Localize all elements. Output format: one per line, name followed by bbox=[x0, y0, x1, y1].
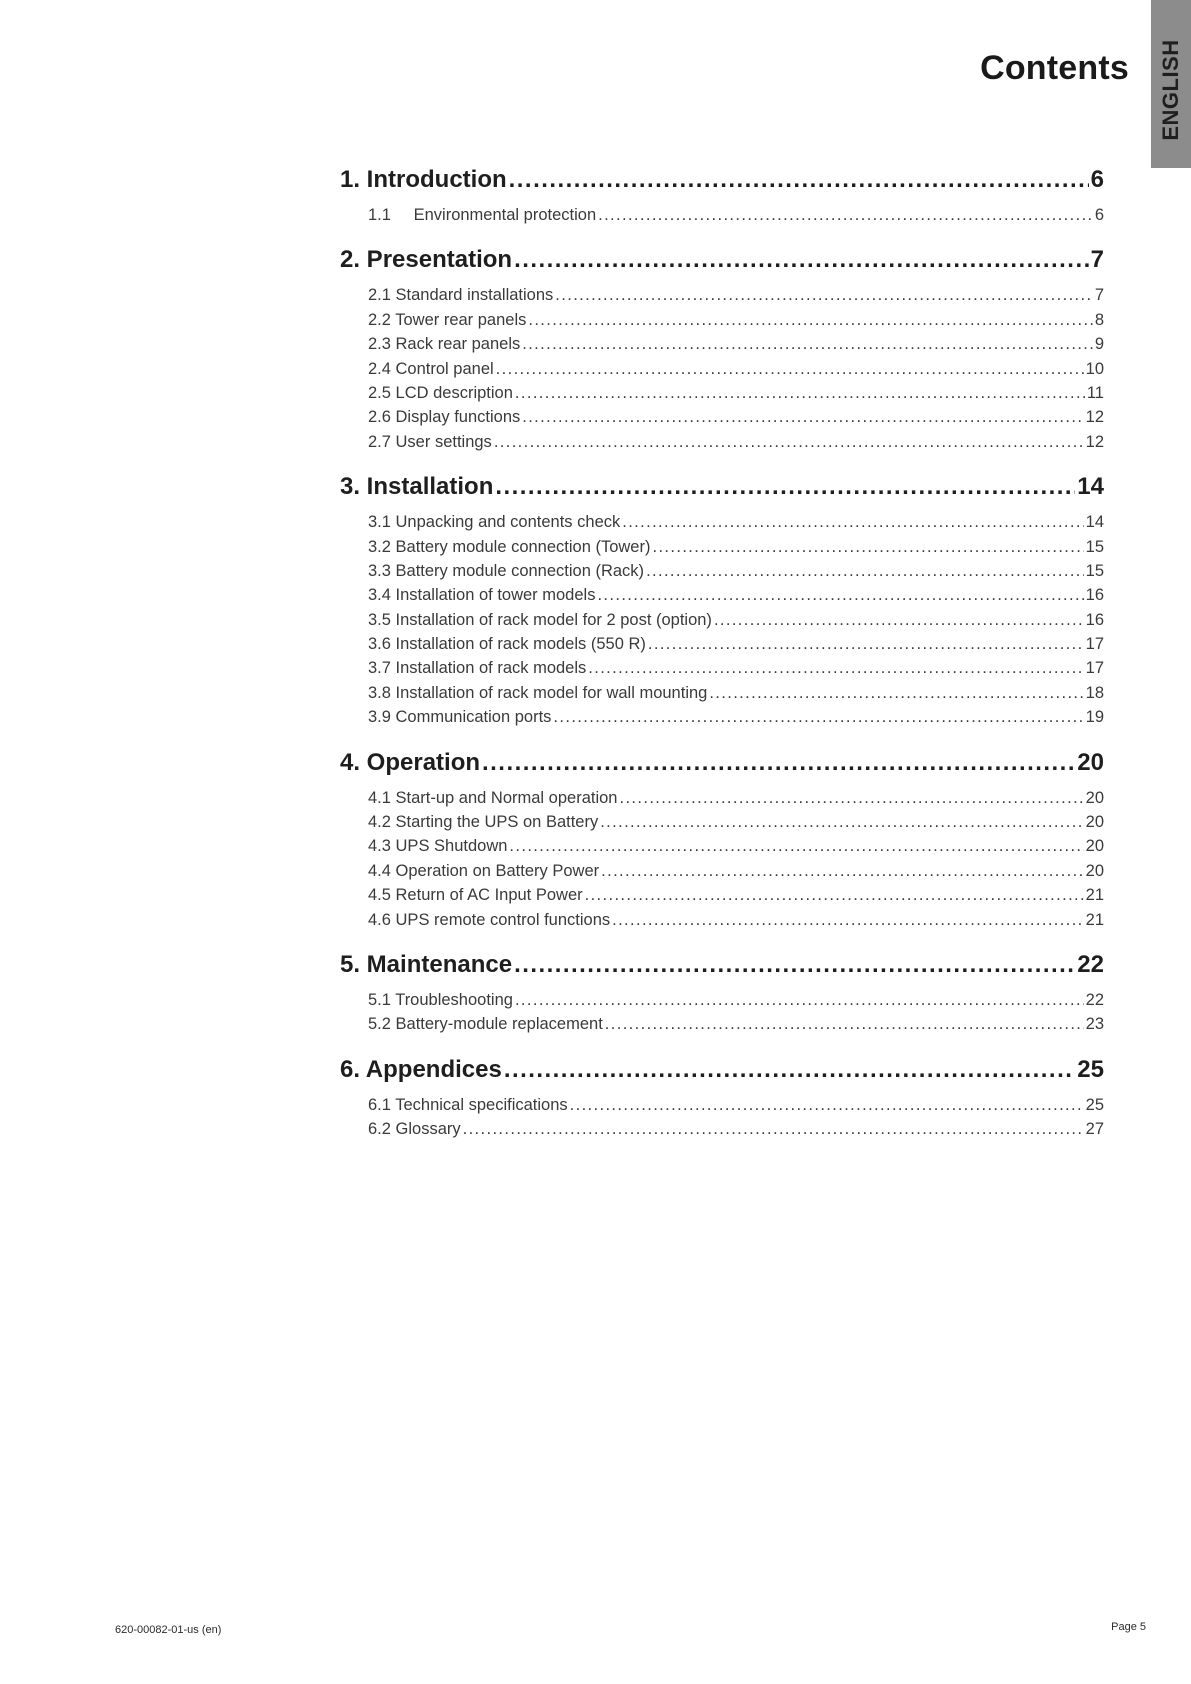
toc-entry-page: 6 bbox=[1094, 206, 1104, 224]
toc-entry-page: 20 bbox=[1085, 837, 1104, 856]
dot-leader bbox=[482, 749, 1075, 777]
dot-leader bbox=[570, 1096, 1084, 1115]
toc-heading-title: 3. Installation bbox=[340, 473, 494, 501]
toc-entry[interactable] bbox=[368, 586, 1104, 610]
language-tab bbox=[1151, 0, 1191, 168]
dot-leader bbox=[463, 1120, 1084, 1139]
dot-leader bbox=[605, 1015, 1084, 1034]
dot-leader bbox=[528, 311, 1092, 330]
toc-heading-page: 20 bbox=[1077, 748, 1104, 776]
toc-entry-page: 12 bbox=[1085, 432, 1104, 451]
toc-section-introduction bbox=[340, 166, 1104, 230]
dot-leader bbox=[612, 911, 1084, 930]
dot-leader bbox=[509, 837, 1083, 856]
dot-leader bbox=[714, 611, 1084, 630]
toc-entry[interactable] bbox=[368, 562, 1104, 586]
page-title: Contents bbox=[980, 49, 1129, 87]
toc-entry-label: 3.7 Installation of rack models bbox=[368, 659, 587, 678]
toc-entry-label: 3.1 Unpacking and contents check bbox=[368, 513, 621, 532]
toc-heading-title: 6. Appendices bbox=[340, 1055, 502, 1083]
dot-leader bbox=[495, 473, 1075, 501]
toc-entry[interactable] bbox=[368, 991, 1104, 1015]
toc-entry-label: 2.7 User settings bbox=[368, 432, 492, 451]
toc-entry-page: 12 bbox=[1085, 408, 1104, 427]
dot-leader bbox=[515, 991, 1084, 1010]
dot-leader bbox=[522, 335, 1093, 354]
toc-entry[interactable] bbox=[368, 311, 1104, 335]
toc-entry-page: 11 bbox=[1086, 383, 1104, 402]
toc-heading[interactable] bbox=[340, 951, 1104, 989]
toc-entry-label: 3.2 Battery module connection (Tower) bbox=[368, 537, 651, 556]
toc-entry-label: 4.5 Return of AC Input Power bbox=[368, 886, 583, 905]
toc-heading-title: 4. Operation bbox=[340, 748, 481, 776]
toc-section-presentation bbox=[340, 246, 1104, 457]
toc-heading-page: 25 bbox=[1077, 1055, 1104, 1083]
toc-entry-page: 16 bbox=[1085, 610, 1104, 629]
toc-entry-label: 2.5 LCD description bbox=[368, 383, 513, 402]
dot-leader bbox=[514, 951, 1075, 979]
toc-entry-label: 3.6 Installation of rack models (550 R) bbox=[368, 635, 646, 654]
toc-entry-label: 3.8 Installation of rack model for wall mounting bbox=[368, 683, 708, 702]
toc-entry-label: 3.9 Communication ports bbox=[368, 708, 552, 727]
dot-leader bbox=[514, 246, 1089, 274]
toc-entry[interactable] bbox=[368, 538, 1104, 562]
toc-entry[interactable] bbox=[368, 611, 1104, 635]
toc-entry-page: 27 bbox=[1085, 1120, 1104, 1139]
toc-entry[interactable] bbox=[368, 837, 1104, 861]
toc-entry-page: 10 bbox=[1085, 359, 1104, 378]
dot-leader bbox=[652, 538, 1083, 557]
toc-entry[interactable] bbox=[368, 384, 1104, 408]
toc-entry-label: 2.6 Display functions bbox=[368, 408, 521, 427]
toc-entry-page: 17 bbox=[1085, 659, 1104, 678]
toc-heading-title: 2. Presentation bbox=[340, 246, 513, 274]
toc-heading-title: 5. Maintenance bbox=[340, 950, 513, 978]
dot-leader bbox=[555, 286, 1093, 305]
toc-entry[interactable] bbox=[368, 360, 1104, 384]
toc-entry[interactable] bbox=[368, 335, 1104, 359]
dot-leader bbox=[509, 166, 1089, 194]
toc-entry-page: 21 bbox=[1085, 886, 1104, 905]
toc-entry[interactable] bbox=[368, 1015, 1104, 1039]
toc-heading-page: 7 bbox=[1090, 246, 1104, 274]
toc-entry-page: 20 bbox=[1085, 813, 1104, 832]
toc-entry-page: 16 bbox=[1085, 586, 1104, 605]
toc-entry-label: 3.4 Installation of tower models bbox=[368, 586, 596, 605]
dot-leader bbox=[598, 206, 1093, 225]
toc-entry[interactable] bbox=[368, 659, 1104, 683]
toc-entry-label: 2.1 Standard installations bbox=[368, 286, 554, 305]
toc-entry[interactable] bbox=[368, 1096, 1104, 1120]
toc-entry-page: 15 bbox=[1085, 537, 1104, 556]
toc-entry-page: 21 bbox=[1085, 910, 1104, 929]
page-number: Page 5 bbox=[1111, 1621, 1146, 1633]
toc-entry-page: 22 bbox=[1085, 990, 1104, 1009]
toc-entry[interactable] bbox=[368, 862, 1104, 886]
toc-heading-page: 6 bbox=[1090, 166, 1104, 193]
toc-heading[interactable] bbox=[340, 473, 1104, 511]
language-tab-label: ENGLISH bbox=[1158, 39, 1183, 141]
dot-leader bbox=[619, 789, 1083, 808]
dot-leader bbox=[601, 862, 1084, 881]
toc-entry[interactable] bbox=[368, 1120, 1104, 1144]
toc-entry-page: 17 bbox=[1085, 635, 1104, 654]
toc-entry-page: 15 bbox=[1085, 561, 1104, 580]
toc-entry-label: Environmental protection bbox=[413, 206, 597, 224]
toc-entry-page: 23 bbox=[1085, 1015, 1104, 1034]
toc-entry[interactable] bbox=[368, 813, 1104, 837]
toc-entry-label: 4.3 UPS Shutdown bbox=[368, 837, 508, 856]
document-number: 620-00082-01-us (en) bbox=[115, 1624, 222, 1636]
toc-entry[interactable] bbox=[368, 286, 1104, 310]
dot-leader bbox=[496, 360, 1084, 379]
dot-leader bbox=[522, 408, 1083, 427]
toc-entry-label: 4.1 Start-up and Normal operation bbox=[368, 788, 618, 807]
toc-entry-label: 3.5 Installation of rack model for 2 post (option) bbox=[368, 610, 712, 629]
toc-entry-label: 4.6 UPS remote control functions bbox=[368, 910, 611, 929]
toc-entry-page: 19 bbox=[1085, 708, 1104, 727]
toc-heading[interactable] bbox=[340, 749, 1104, 787]
toc-entry-label: 6.2 Glossary bbox=[368, 1120, 461, 1139]
toc-heading-page: 22 bbox=[1077, 950, 1104, 978]
toc-entry-page: 20 bbox=[1085, 861, 1104, 880]
toc-section-appendices bbox=[340, 1056, 1104, 1145]
toc-entry-page: 18 bbox=[1085, 683, 1104, 702]
toc-heading[interactable] bbox=[340, 1056, 1104, 1094]
toc-entry-number: 1.1 bbox=[368, 206, 391, 224]
toc-entry-label: 4.2 Starting the UPS on Battery bbox=[368, 813, 599, 832]
toc-heading-page: 14 bbox=[1077, 473, 1104, 501]
dot-leader bbox=[494, 433, 1084, 452]
toc-entry[interactable] bbox=[368, 708, 1104, 732]
toc-entry-page: 20 bbox=[1085, 788, 1104, 807]
dot-leader bbox=[709, 684, 1083, 703]
dot-leader bbox=[515, 384, 1085, 403]
toc-heading-title: 1. Introduction bbox=[340, 166, 507, 193]
dot-leader bbox=[585, 886, 1084, 905]
toc-entry[interactable] bbox=[368, 513, 1104, 537]
toc-entry-page: 14 bbox=[1085, 513, 1104, 532]
toc-entry[interactable] bbox=[368, 433, 1104, 457]
toc-entry[interactable] bbox=[368, 408, 1104, 432]
dot-leader bbox=[553, 708, 1083, 727]
toc-entry[interactable] bbox=[368, 635, 1104, 659]
toc-entry[interactable] bbox=[368, 206, 1104, 230]
toc-entry[interactable] bbox=[368, 886, 1104, 910]
toc-entry-label: 3.3 Battery module connection (Rack) bbox=[368, 561, 645, 580]
toc-entry[interactable] bbox=[368, 911, 1104, 935]
dot-leader bbox=[646, 562, 1084, 581]
dot-leader bbox=[504, 1056, 1075, 1084]
toc-section-operation bbox=[340, 749, 1104, 935]
toc-entry-label: 5.2 Battery-module replacement bbox=[368, 1015, 603, 1034]
toc-entry-page: 7 bbox=[1094, 286, 1104, 305]
dot-leader bbox=[597, 586, 1083, 605]
toc-entry-label: 6.1 Technical specifications bbox=[368, 1095, 568, 1114]
dot-leader bbox=[648, 635, 1084, 654]
toc-entry-label: 2.3 Rack rear panels bbox=[368, 335, 521, 354]
toc-entry-label: 4.4 Operation on Battery Power bbox=[368, 861, 600, 880]
dot-leader bbox=[622, 513, 1083, 532]
table-of-contents bbox=[340, 166, 1104, 1161]
dot-leader bbox=[600, 813, 1083, 832]
toc-entry-page: 25 bbox=[1085, 1095, 1104, 1114]
toc-entry-label: 2.2 Tower rear panels bbox=[368, 310, 527, 329]
toc-heading[interactable] bbox=[340, 166, 1104, 204]
toc-entry[interactable] bbox=[368, 684, 1104, 708]
toc-entry-label: 5.1 Troubleshooting bbox=[368, 990, 513, 1009]
dot-leader bbox=[588, 659, 1083, 678]
toc-entry[interactable] bbox=[368, 789, 1104, 813]
toc-entry-page: 9 bbox=[1094, 335, 1104, 354]
toc-entry-label: 2.4 Control panel bbox=[368, 359, 494, 378]
toc-section-maintenance bbox=[340, 951, 1104, 1040]
toc-section-installation bbox=[340, 473, 1104, 733]
toc-entry-page: 8 bbox=[1094, 310, 1104, 329]
toc-heading[interactable] bbox=[340, 246, 1104, 284]
